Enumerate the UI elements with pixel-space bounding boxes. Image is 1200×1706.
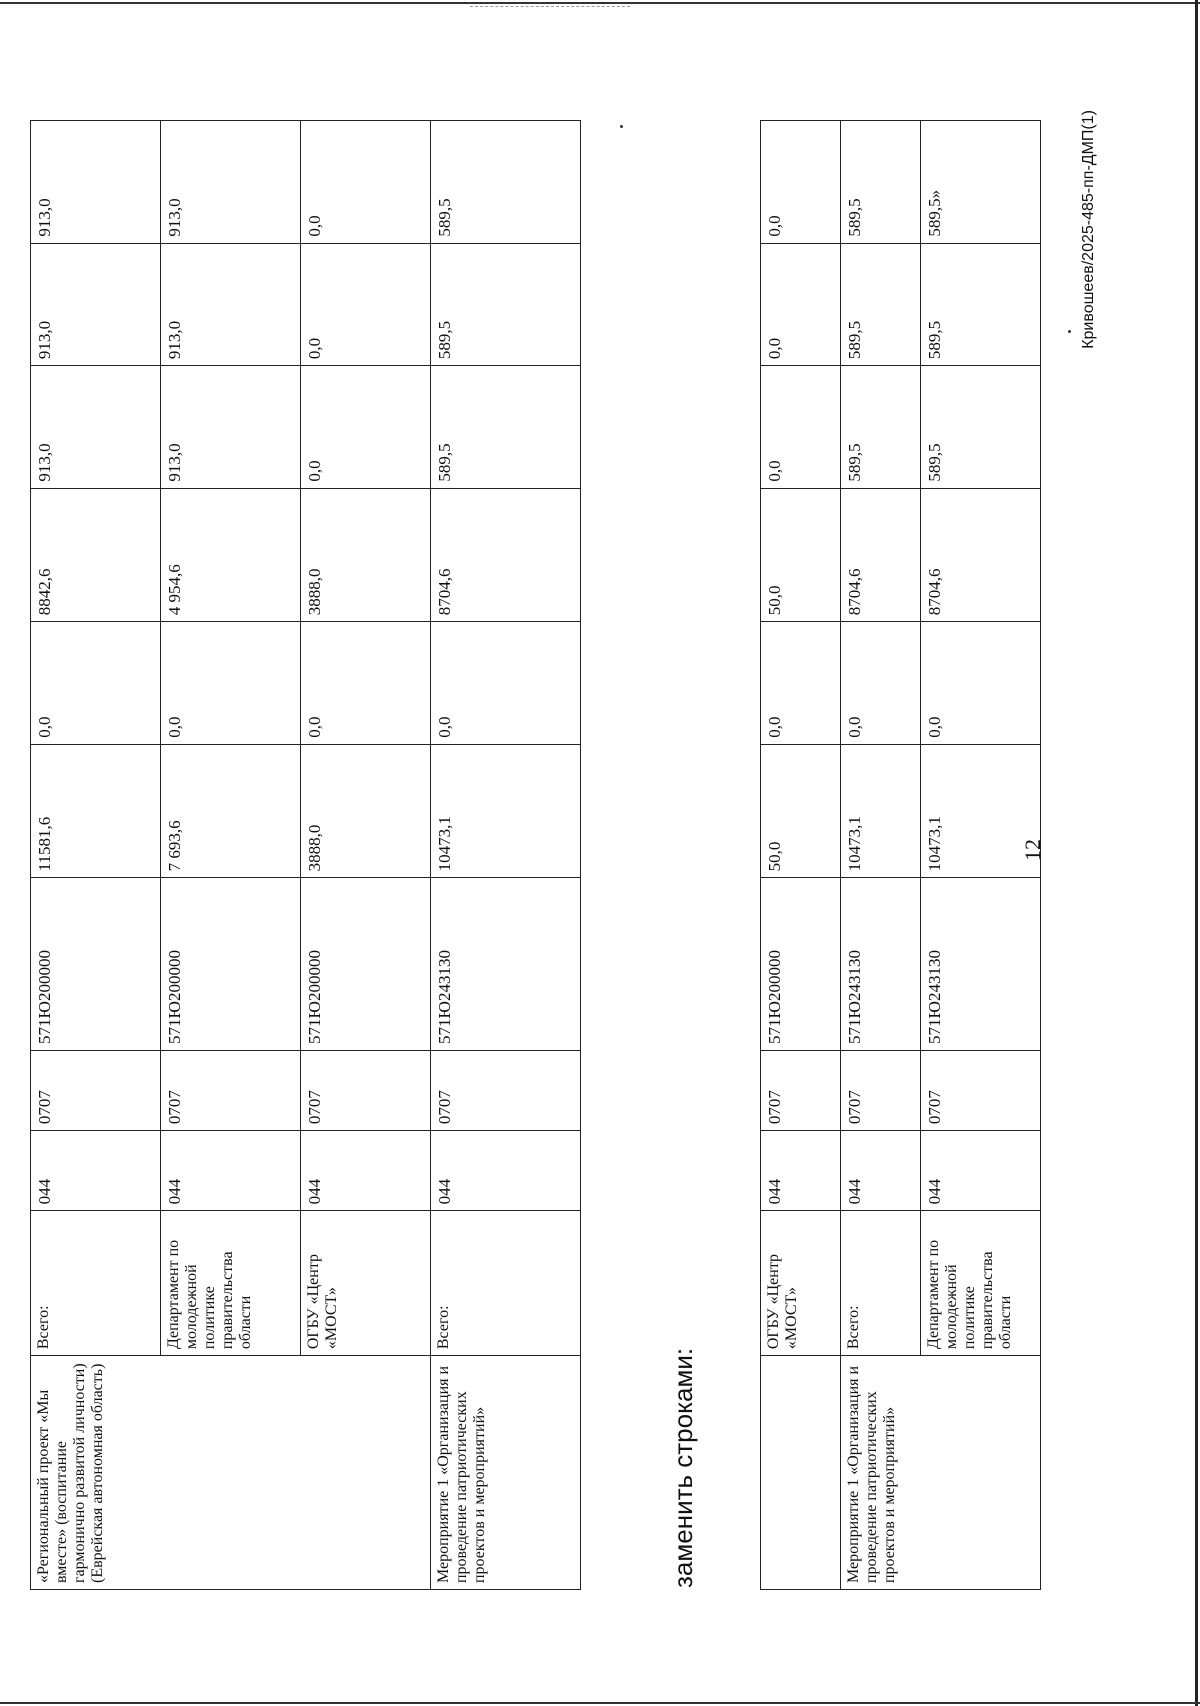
table-cell: Департамент по молодежной политике правительства области <box>921 1211 1041 1356</box>
page-number: 12 <box>1020 839 1045 861</box>
table-cell: 7 693,6 <box>161 744 301 878</box>
table-cell: Мероприятие 1 «Организация и проведение патриотических проектов и мероприятий» <box>841 1356 1041 1590</box>
table-cell: 0,0 <box>761 366 841 489</box>
right-border-line <box>1195 0 1198 1706</box>
table-cell: 044 <box>921 1131 1041 1211</box>
table-cell: 044 <box>301 1131 431 1211</box>
table-cell: 913,0 <box>31 366 161 489</box>
table-cell: 571Ю200000 <box>761 878 841 1051</box>
table-cell: 0,0 <box>841 622 921 745</box>
table-row <box>31 121 161 1590</box>
table-row <box>431 121 581 1590</box>
table-cell: 044 <box>841 1131 921 1211</box>
table-cell: 8704,6 <box>841 488 921 622</box>
table-cell: 8842,6 <box>31 488 161 622</box>
table-cell: ОГБУ «Центр «МОСТ» <box>301 1211 431 1356</box>
table-cell: 571Ю243130 <box>921 878 1041 1051</box>
table-cell: 10473,1 <box>921 744 1041 878</box>
table-cell: 8704,6 <box>921 488 1041 622</box>
table-cell: 913,0 <box>161 243 301 366</box>
table-cell: 589,5 <box>841 243 921 366</box>
table-bottom <box>30 120 581 1590</box>
table-cell: 044 <box>31 1131 161 1211</box>
table-cell: 589,5 <box>921 243 1041 366</box>
table-cell: 913,0 <box>31 243 161 366</box>
table-cell: 913,0 <box>161 121 301 244</box>
table-cell: 571Ю200000 <box>161 878 301 1051</box>
table-cell: 589,5 <box>431 366 581 489</box>
table-cell: 0707 <box>841 1050 921 1130</box>
table-cell: 0,0 <box>761 121 841 244</box>
table-cell: 0,0 <box>31 622 161 745</box>
table-cell: 8704,6 <box>431 488 581 622</box>
table-cell: 589,5 <box>841 121 921 244</box>
table-area <box>0 50 1100 1650</box>
table-cell: 0,0 <box>431 622 581 745</box>
table-cell: 0,0 <box>301 622 431 745</box>
table-cell: 913,0 <box>31 121 161 244</box>
table-top <box>760 120 1041 1590</box>
table-cell: 044 <box>761 1131 841 1211</box>
top-dashed-line <box>470 6 630 7</box>
table-cell: 0707 <box>31 1050 161 1130</box>
table-cell: 589,5 <box>841 366 921 489</box>
table-cell <box>761 1356 841 1590</box>
table-cell: 044 <box>431 1131 581 1211</box>
table-cell: 589,5» <box>921 121 1041 244</box>
table-cell: 0,0 <box>301 121 431 244</box>
table-cell: 50,0 <box>761 488 841 622</box>
table-cell: 50,0 <box>761 744 841 878</box>
table-cell: ОГБУ «Центр «МОСТ» <box>761 1211 841 1356</box>
top-border-line <box>0 2 1200 4</box>
table-cell: 571Ю243130 <box>431 878 581 1051</box>
table-row <box>761 121 841 1590</box>
table-cell: 589,5 <box>431 243 581 366</box>
table-cell: 0,0 <box>761 243 841 366</box>
table-cell: Всего: <box>841 1211 921 1356</box>
table-cell: 0,0 <box>761 622 841 745</box>
table-cell: 0707 <box>431 1050 581 1130</box>
table-cell: 0707 <box>161 1050 301 1130</box>
table-cell: 589,5 <box>431 121 581 244</box>
table-cell: 571Ю200000 <box>31 878 161 1051</box>
table-cell: 0707 <box>301 1050 431 1130</box>
table-cell: 0707 <box>921 1050 1041 1130</box>
bottom-border-line <box>0 1702 1200 1704</box>
table-cell: 589,5 <box>921 366 1041 489</box>
table-cell: 0,0 <box>921 622 1041 745</box>
table-cell: 0,0 <box>161 622 301 745</box>
table-cell: 0,0 <box>301 366 431 489</box>
table-cell: 913,0 <box>161 366 301 489</box>
table-cell: Всего: <box>431 1211 581 1356</box>
replace-label: заменить строками: <box>668 1347 698 1588</box>
rotated-content <box>0 50 1100 1650</box>
table-cell: Департамент по молодежной политике правительства области <box>161 1211 301 1356</box>
table-cell: 044 <box>161 1131 301 1211</box>
table-cell: 3888,0 <box>301 744 431 878</box>
table-cell: 11581,6 <box>31 744 161 878</box>
table-cell: 571Ю243130 <box>841 878 921 1051</box>
table-cell: 10473,1 <box>431 744 581 878</box>
table-row <box>841 121 921 1590</box>
table-cell: 0707 <box>761 1050 841 1130</box>
table-cell: 0,0 <box>301 243 431 366</box>
table-cell: «Региональный проект «Мы вместе» (воспитание гармонично развитой личности) (Еврейская автономная область) <box>31 1356 431 1590</box>
table-cell: 10473,1 <box>841 744 921 878</box>
table-cell: 4 954,6 <box>161 488 301 622</box>
table-cell: 571Ю200000 <box>301 878 431 1051</box>
table-cell: 3888,0 <box>301 488 431 622</box>
document-code: Кривошеев/2025-485-пп-ДМП(1) <box>1080 110 1097 349</box>
table-cell: Мероприятие 1 «Организация и проведение патриотических проектов и мероприятий» <box>431 1356 581 1590</box>
table-cell: Всего: <box>31 1211 161 1356</box>
